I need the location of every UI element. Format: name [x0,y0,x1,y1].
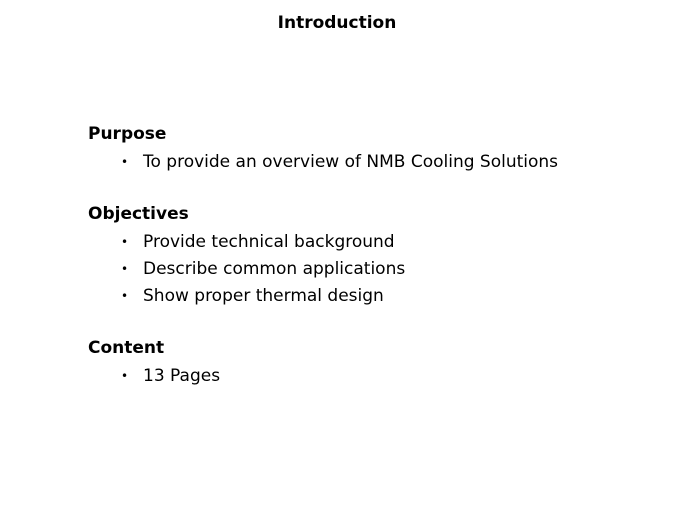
bullet-list-purpose [88,149,648,176]
bullet-icon: • [121,262,129,276]
bullet-text: Provide technical background [143,232,395,252]
slide-content [88,123,648,417]
bullet-item [88,229,648,256]
bullet-icon: • [121,235,129,249]
bullet-text: 13 Pages [143,366,221,386]
section-objectives [88,203,648,310]
bullet-text: Show proper thermal design [143,286,384,306]
section-heading-purpose: Purpose [88,124,167,144]
bullet-item [88,283,648,310]
bullet-icon: • [121,289,129,303]
bullet-list-content [88,363,648,390]
bullet-icon: • [121,369,129,383]
bullet-text: Describe common applications [143,259,406,279]
section-heading-objectives: Objectives [88,204,189,224]
bullet-text: To provide an overview of NMB Cooling Solutions [143,152,559,172]
bullet-item [88,149,648,176]
section-content [88,337,648,390]
bullet-icon: • [121,155,129,169]
section-purpose [88,123,648,176]
slide-title: Introduction [277,13,397,33]
bullet-item [88,256,648,283]
bullet-list-objectives [88,229,648,310]
bullet-item [88,363,648,390]
section-heading-content: Content [88,338,165,358]
